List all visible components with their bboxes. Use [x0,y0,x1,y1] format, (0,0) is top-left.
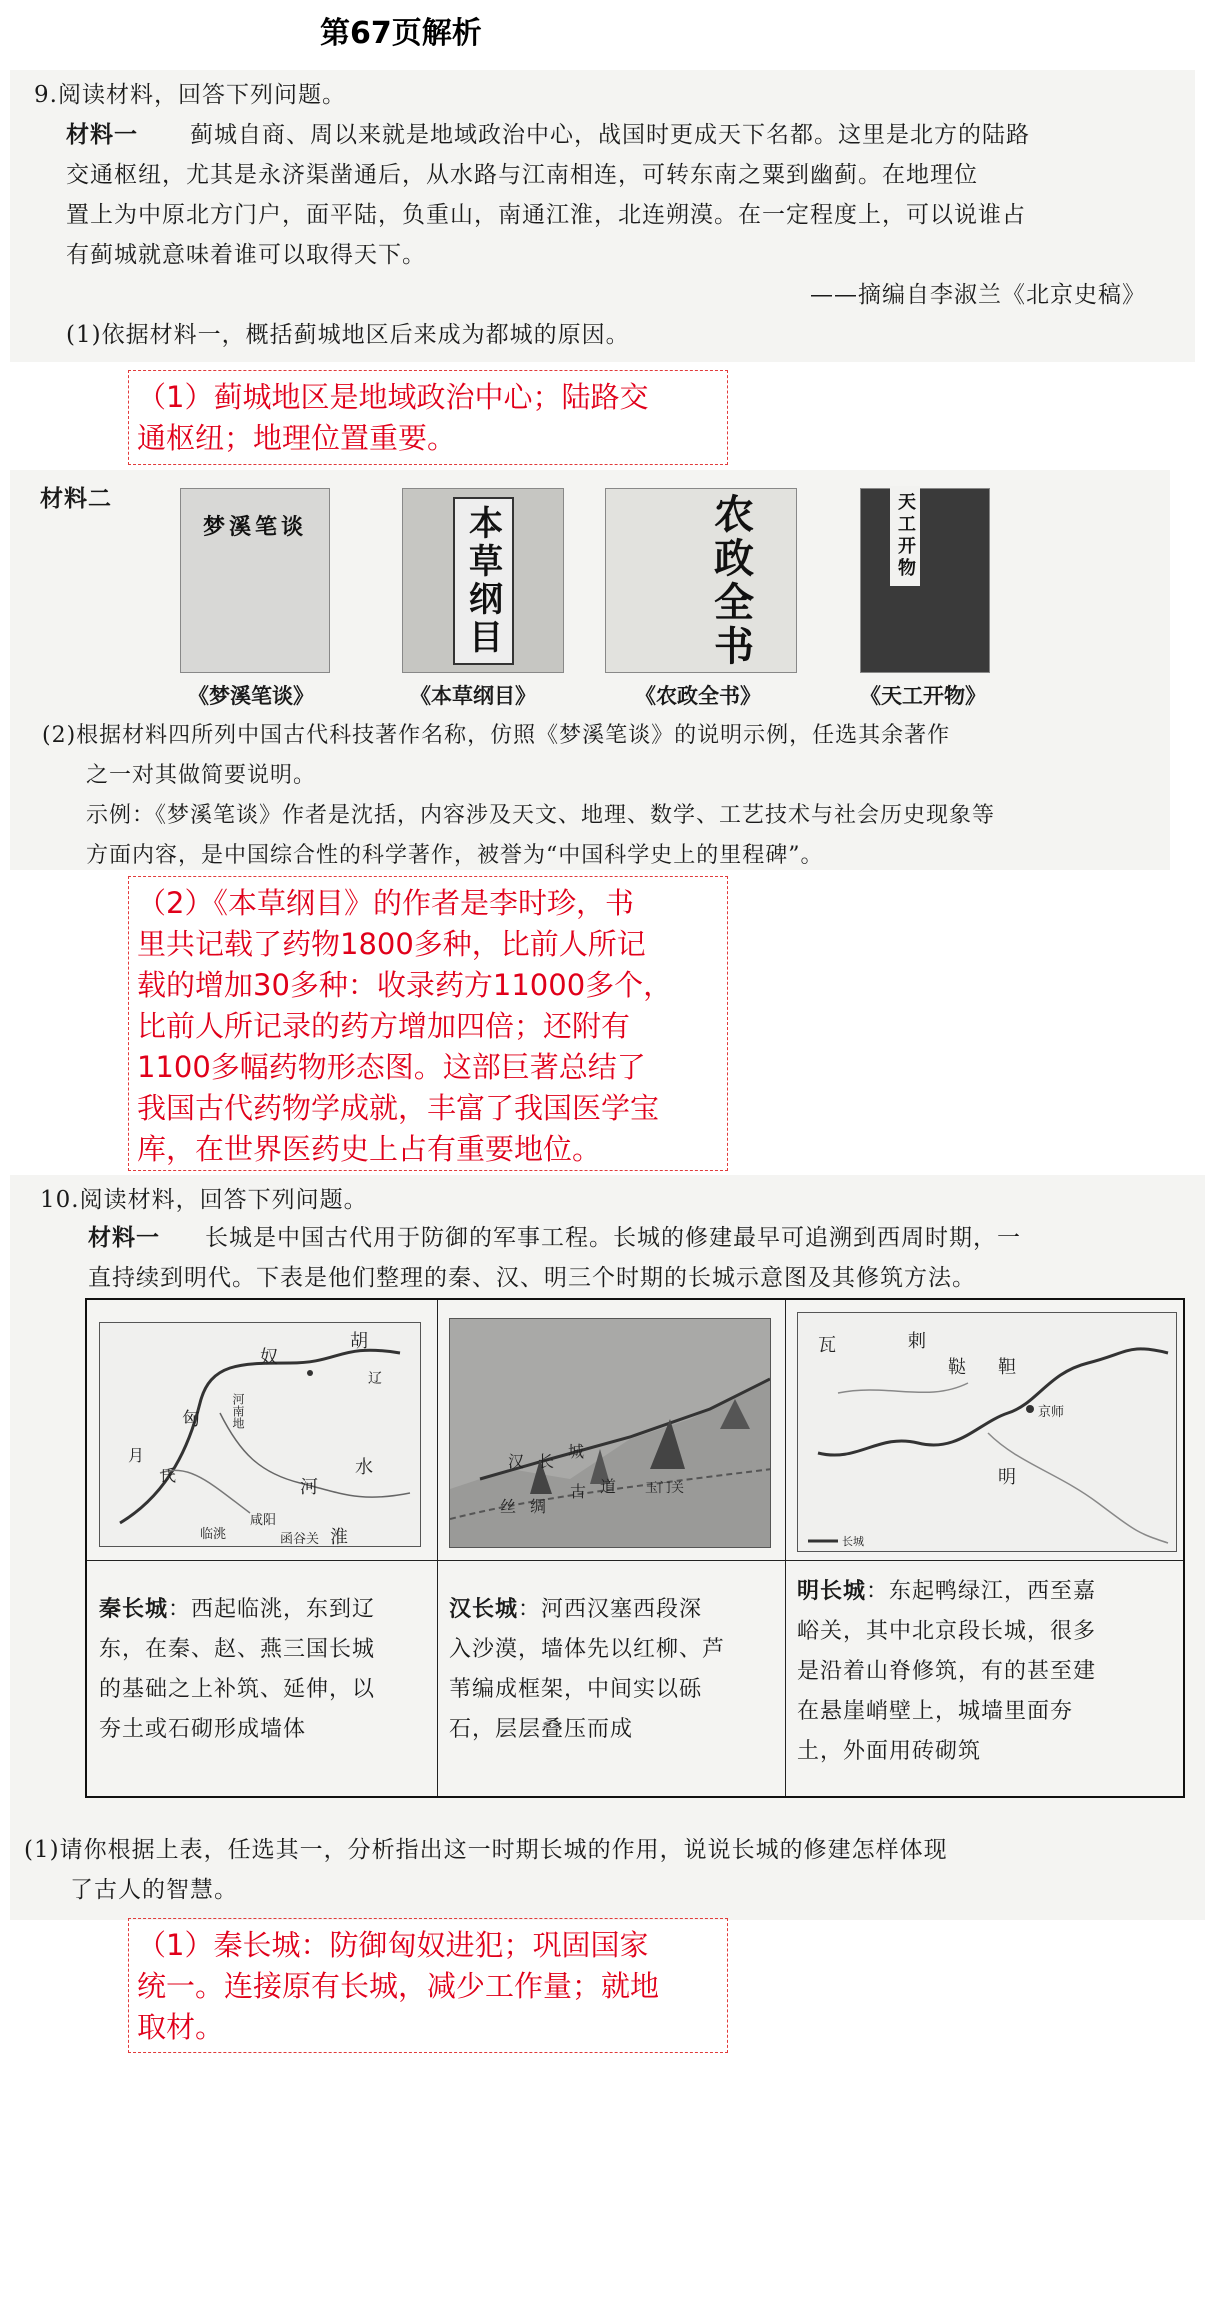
han-map-label-3: 城 [568,1442,585,1461]
ming-wall-line-3: 是沿着山脊修筑，有的甚至建 [797,1659,1097,1684]
q9-material1-scan [10,70,1195,362]
q10-answer1-line-2: 统一。连接原有长城，减少工作量；就地 [137,1969,660,2003]
q9-answer2-line-2: 里共记载了药物1800多种，比前人所记 [137,927,646,961]
qin-wall-name: 秦长城 [99,1597,169,1622]
book-cover-nongzheng-title: 农政全书 [707,492,755,669]
q9-sub1: (1)依据材料一，概括蓟城地区后来成为都城的原因。 [66,322,630,348]
ming-wall-map-graphic [798,1313,1177,1552]
qin-map-label-11: 水 [355,1457,373,1478]
ming-wall-line-1: ：东起鸭绿江，西至嘉 [866,1579,1097,1604]
book-cover-nongzheng [605,488,797,673]
q9-sub2-line-2: 之一对其做简要说明。 [86,763,317,788]
han-wall-line-4: 石，层层叠压而成 [449,1717,634,1742]
ming-map-label-1: 瓦 [818,1335,836,1356]
page-title: 第67页解析 [320,16,482,51]
ming-wall-name: 明长城 [797,1579,867,1604]
q10-material1-label: 材料一 [88,1225,160,1251]
han-map-label-6: 古 [570,1482,587,1501]
ming-map-label-7: 长城 [842,1535,864,1548]
q9-answer2 [128,876,728,1171]
book-cover-mengxi-title: 梦溪笔谈 [202,514,307,540]
q9-source: ——摘编自李淑兰《北京史稿》 [810,282,1146,308]
qin-map-label-10: 河 [300,1477,318,1498]
q9-answer2-line-7: 库，在世界医药史上占有重要地位。 [137,1132,602,1166]
qin-wall-description [99,1590,375,1750]
qin-map-label-2: 奴 [260,1347,278,1368]
q9-material1-label: 材料一 [66,122,138,148]
q9-answer2-line-3: 载的增加30多种：收录药方11000多个， [137,968,673,1002]
q9-answer2-line-4: 比前人所记录的药方增加四倍；还附有 [137,1009,631,1043]
q10-material1-line-1: 长城是中国古代用于防御的军事工程。长城的修建最早可追溯到西周时期，一 [205,1225,1021,1251]
qin-map-label-4: 月 [128,1446,145,1465]
book-cover-mengxi [180,488,330,673]
q9-answer1 [128,370,728,465]
han-map-label-4: 丝 [500,1497,517,1516]
qin-wall-line-3: 的基础之上补筑、延伸，以 [99,1677,376,1702]
han-map-label-1: 汉 [508,1452,525,1471]
qin-map-label-7: 临洮 [200,1527,227,1542]
han-wall-line-2: 入沙漠，墙体先以红柳、芦 [449,1637,726,1662]
han-map-label-7: 道 [600,1477,617,1496]
q9-answer1-line-1: （1）蓟城地区是地域政治中心；陆路交 [137,380,649,414]
ming-wall-map [797,1312,1177,1552]
ming-map-label-5: 京师 [1038,1405,1065,1420]
book-caption-nongzheng: 《农政全书》 [635,683,761,708]
q9-material2-scan [10,470,1170,870]
qin-map-label-1: 匈 [182,1409,200,1430]
ming-wall-line-2: 峪关，其中北京段长城，很多 [797,1619,1097,1644]
han-wall-line-3: 苇编成框架，中间实以砾 [449,1677,703,1702]
han-wall-description [449,1590,725,1750]
q9-material1-line-4: 有蓟城就意味着谁可以取得天下。 [66,242,426,268]
q9-answer2-line-1: （2）《本草纲目》的作者是李时珍，书 [137,886,634,920]
q9-answer1-line-2: 通枢纽；地理位置重要。 [137,421,457,455]
q9-material1-line-2: 交通枢纽，尤其是永济渠凿通后，从水路与江南相连，可转东南之粟到幽蓟。在地理位 [66,162,978,188]
great-wall-table [85,1298,1185,1798]
q10-sub1-line-1: (1)请你根据上表，任选其一，分析指出这一时期长城的作用，说说长城的修建怎样体现 [24,1837,948,1863]
q10-material1-line-2: 直持续到明代。下表是他们整理的秦、汉、明三个时期的长城示意图及其修筑方法。 [88,1265,976,1291]
q9-material1-line-3: 置上为中原北方门户，面平陆，负重山，南通江淮，北连朔漠。在一定程度上，可以说谁占 [66,202,1026,228]
qin-wall-line-2: 东，在秦、赵、燕三国长城 [99,1637,376,1662]
qin-wall-line-1: ：西起临洮，东到辽 [168,1597,376,1622]
q9-material2-label: 材料二 [40,486,112,512]
ming-wall-line-5: 土，外面用砖砌筑 [797,1739,982,1764]
ming-wall-line-4: 在悬崖峭壁上，城墙里面夯 [797,1699,1074,1724]
q10-stem: 10.阅读材料，回答下列问题。 [40,1187,368,1213]
qin-wall-line-4: 夯土或石砌形成墙体 [99,1717,307,1742]
han-map-label-5: 绸 [530,1497,547,1516]
book-caption-mengxi: 《梦溪笔谈》 [188,683,314,708]
qin-wall-map [99,1322,421,1547]
han-wall-name: 汉长城 [449,1597,519,1622]
q10-answer1 [128,1918,728,2053]
ming-map-label-2: 剌 [908,1331,926,1352]
book-cover-tiangong-title: 天工开物 [890,486,920,586]
q9-answer2-line-6: 我国古代药物学成就，丰富了我国医学宝 [137,1091,660,1125]
ming-map-label-4: 靼 [998,1357,1016,1378]
q9-sub2-line-4: 方面内容，是中国综合性的科学著作，被誉为“中国科学史上的里程碑”。 [86,843,824,868]
q9-sub2-line-3: 示例：《梦溪笔谈》作者是沈括，内容涉及天文、地理、数学、工艺技术与社会历史现象等 [86,803,996,828]
q9-stem: 9.阅读材料，回答下列问题。 [34,82,346,108]
ming-map-label-3: 鞑 [948,1357,966,1378]
q10-answer1-line-1: （1）秦长城：防御匈奴进犯；巩固国家 [137,1928,649,1962]
qin-map-label-6: 河南地 [231,1393,245,1429]
book-caption-bencao: 《本草纲目》 [410,683,536,708]
han-map-label-8: 玉门关 [645,1481,685,1496]
book-cover-bencao-title: 本草纲目 [453,497,514,665]
han-wall-map-graphic [450,1319,771,1548]
qin-map-label-13: 辽 [368,1371,382,1387]
book-cover-bencao [402,488,564,673]
q9-sub2-line-1: (2)根据材料四所列中国古代科技著作名称，仿照《梦溪笔谈》的说明示例，任选其余著作 [42,723,951,748]
han-wall-map [449,1318,771,1548]
qin-map-label-9: 函谷关 [280,1532,320,1547]
q9-material1-line-1: 蓟城自商、周以来就是地域政治中心，战国时更成天下名都。这里是北方的陆路 [190,122,1030,148]
ming-map-label-6: 明 [998,1467,1016,1488]
han-wall-line-1: ：河西汉塞西段深 [518,1597,703,1622]
book-caption-tiangong: 《天工开物》 [860,683,986,708]
qin-map-label-8: 咸阳 [250,1513,277,1528]
q10-sub1-line-2: 了古人的智慧。 [70,1877,238,1903]
book-cover-tiangong [860,488,990,673]
qin-map-label-3: 胡 [350,1331,368,1352]
qin-map-label-12: 淮 [330,1527,348,1547]
q10-sub1-scan [10,1825,1140,1915]
ming-wall-description [797,1572,1096,1772]
q10-answer1-line-3: 取材。 [137,2010,225,2044]
qin-map-label-5: 氏 [160,1466,177,1485]
q9-answer2-line-5: 1100多幅药物形态图。这部巨著总结了 [137,1050,646,1084]
han-map-label-2: 长 [538,1452,555,1471]
